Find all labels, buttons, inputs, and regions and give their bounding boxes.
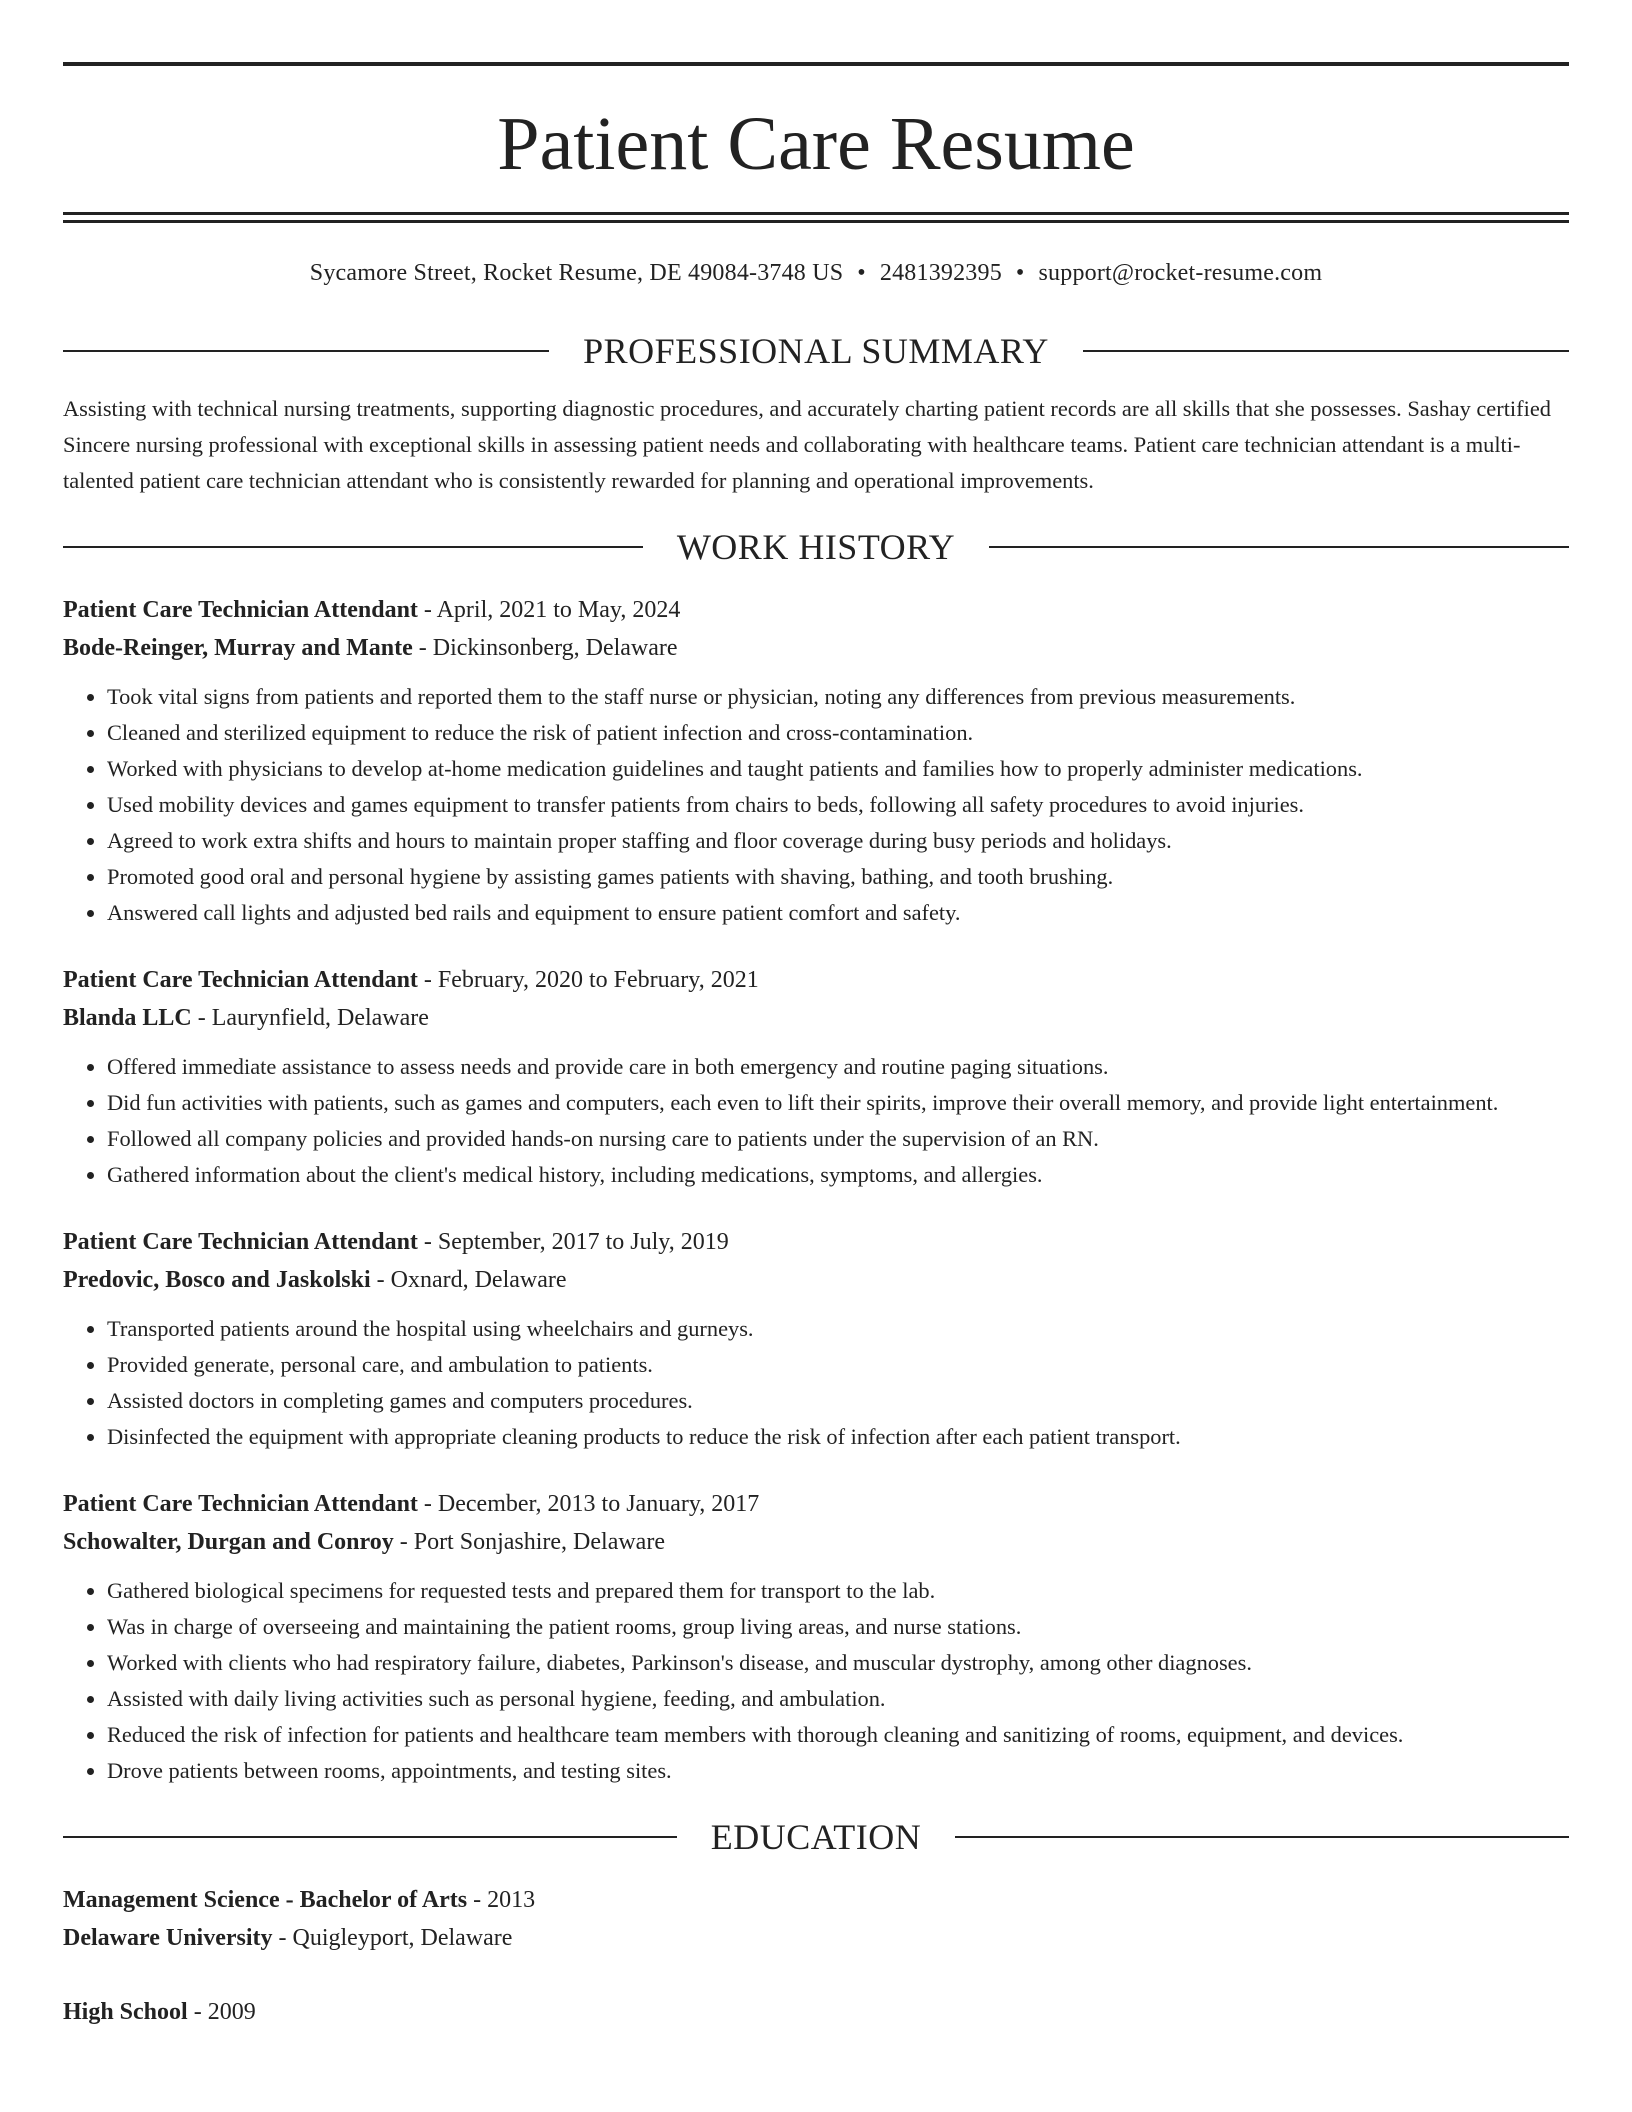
education-school: Delaware University — [63, 1925, 273, 1951]
education-entry — [63, 1881, 1569, 1957]
job-duty-item: • Drove patients between rooms, appointments, and testing sites. — [107, 1753, 1569, 1789]
dash-separator: - — [467, 1887, 488, 1913]
heading-rule-right — [955, 1836, 1569, 1838]
dash-separator: - — [370, 1267, 391, 1293]
education-degree: Management Science - Bachelor of Arts — [63, 1887, 468, 1913]
dash-separator: - — [417, 967, 438, 993]
job-dates: December, 2013 to January, 2017 — [437, 1491, 760, 1517]
job-duty-item: • Reduced the risk of infection for patients and healthcare team members with thorough cleaning and sanitizing of rooms, equipment, and devices. — [107, 1717, 1569, 1753]
job-dates: February, 2020 to February, 2021 — [437, 967, 759, 993]
job-duty-item: • Offered immediate assistance to assess needs and provide care in both emergency and routine paging situations. — [107, 1049, 1569, 1085]
summary-paragraph: Assisting with technical nursing treatments, supporting diagnostic procedures, and accurately charting patient records are all skills that she possesses. Sashay certified Sincere nursing professional with exceptional skills in assessing patient needs and collaborating with healthcare teams. Patient care technician attendant is a multi-talented patient care technician attendant who is consistently rewarded for planning and operational improvements. — [63, 396, 1551, 493]
job-duty-item: • Assisted doctors in completing games and computers procedures. — [107, 1383, 1569, 1419]
section-heading-work-history — [63, 529, 1569, 565]
dash-separator: - — [191, 1005, 212, 1031]
job-title-line — [63, 1223, 1569, 1261]
heading-rule-left — [63, 1836, 677, 1838]
job-entry — [63, 1485, 1569, 1789]
job-entry — [63, 591, 1569, 931]
section-heading-summary — [63, 333, 1569, 369]
job-company: Blanda LLC — [63, 1005, 192, 1031]
top-rule — [63, 62, 1569, 66]
education-school-line — [63, 1919, 1569, 1957]
contact-address: Sycamore Street, Rocket Resume, DE 49084-3748 US — [309, 260, 844, 286]
job-company-line — [63, 629, 1569, 667]
education-year: 2013 — [487, 1887, 536, 1913]
section-heading-label: WORK HISTORY — [676, 527, 956, 567]
job-location: Laurynfield, Delaware — [211, 1005, 429, 1031]
job-duty-item: • Transported patients around the hospital using wheelchairs and gurneys. — [107, 1311, 1569, 1347]
contact-line — [63, 261, 1569, 285]
education-degree-line — [63, 1881, 1569, 1919]
job-duty-item: • Was in charge of overseeing and maintaining the patient rooms, group living areas, and nurse stations. — [107, 1609, 1569, 1645]
dash-separator: - — [417, 597, 437, 623]
job-company: Schowalter, Durgan and Conroy — [63, 1529, 394, 1555]
job-title: Patient Care Technician Attendant — [63, 1491, 418, 1517]
education-entry — [63, 1993, 1569, 2031]
page-title: Patient Care Resume — [497, 102, 1135, 186]
job-entry — [63, 961, 1569, 1193]
job-entry — [63, 1223, 1569, 1455]
job-duties-list — [63, 1311, 1569, 1455]
job-duties-list — [63, 1573, 1569, 1789]
job-duty-item: • Agreed to work extra shifts and hours to maintain proper staffing and floor coverage during busy periods and holidays. — [107, 823, 1569, 859]
job-duty-item: • Followed all company policies and provided hands-on nursing care to patients under the supervision of an RN. — [107, 1121, 1569, 1157]
job-title-line — [63, 1485, 1569, 1523]
dash-separator: - — [393, 1529, 414, 1555]
job-location: Port Sonjashire, Delaware — [413, 1529, 665, 1555]
job-company: Bode-Reinger, Murray and Mante — [63, 635, 413, 661]
education-year: 2009 — [207, 1999, 256, 2025]
job-location: Oxnard, Delaware — [390, 1267, 567, 1293]
job-title: Patient Care Technician Attendant — [63, 1229, 418, 1255]
heading-rule-right — [989, 546, 1569, 548]
job-duties-list — [63, 679, 1569, 931]
section-heading-education — [63, 1819, 1569, 1855]
job-dates: April, 2021 to May, 2024 — [436, 597, 681, 623]
contact-separator: • — [1015, 260, 1025, 286]
dash-separator: - — [272, 1925, 293, 1951]
section-heading-label: PROFESSIONAL SUMMARY — [583, 331, 1049, 371]
job-company-line — [63, 999, 1569, 1037]
job-company-line — [63, 1261, 1569, 1299]
job-duty-item: • Cleaned and sterilized equipment to reduce the risk of patient infection and cross-contamination. — [107, 715, 1569, 751]
job-duty-item: • Disinfected the equipment with appropriate cleaning products to reduce the risk of infection after each patient transport. — [107, 1419, 1569, 1455]
dash-separator: - — [187, 1999, 208, 2025]
job-title: Patient Care Technician Attendant — [63, 597, 418, 623]
section-heading-label: EDUCATION — [710, 1817, 922, 1857]
title-double-rule — [63, 212, 1569, 223]
job-duty-item: • Took vital signs from patients and reported them to the staff nurse or physician, noting any differences from previous measurements. — [107, 679, 1569, 715]
job-location: Dickinsonberg, Delaware — [432, 635, 678, 661]
job-duty-item: • Answered call lights and adjusted bed rails and equipment to ensure patient comfort and safety. — [107, 895, 1569, 931]
job-duty-item: • Assisted with daily living activities such as personal hygiene, feeding, and ambulation. — [107, 1681, 1569, 1717]
education-list — [63, 1881, 1569, 2031]
heading-rule-left — [63, 546, 643, 548]
education-degree-line — [63, 1993, 1569, 2031]
job-duty-item: • Used mobility devices and games equipment to transfer patients from chairs to beds, following all safety procedures to avoid injuries. — [107, 787, 1569, 823]
job-dates: September, 2017 to July, 2019 — [437, 1229, 729, 1255]
job-duty-item: • Did fun activities with patients, such as games and computers, each even to lift their spirits, improve their overall memory, and provide light entertainment. — [107, 1085, 1569, 1121]
job-duty-item: • Worked with physicians to develop at-home medication guidelines and taught patients and families how to properly administer medications. — [107, 751, 1569, 787]
education-degree: High School — [63, 1999, 188, 2025]
job-duty-item: • Provided generate, personal care, and ambulation to patients. — [107, 1347, 1569, 1383]
job-duty-item: • Gathered information about the client's medical history, including medications, symptoms, and allergies. — [107, 1157, 1569, 1193]
job-title-line — [63, 591, 1569, 629]
job-title-line — [63, 961, 1569, 999]
job-company: Predovic, Bosco and Jaskolski — [63, 1267, 371, 1293]
dash-separator: - — [417, 1491, 438, 1517]
job-duty-item: • Gathered biological specimens for requested tests and prepared them for transport to the lab. — [107, 1573, 1569, 1609]
education-location: Quigleyport, Delaware — [292, 1925, 513, 1951]
contact-email: support@rocket-resume.com — [1038, 260, 1323, 286]
heading-rule-right — [1083, 350, 1569, 352]
contact-separator: • — [857, 260, 866, 286]
job-duties-list — [63, 1049, 1569, 1193]
heading-rule-left — [63, 350, 549, 352]
job-title: Patient Care Technician Attendant — [63, 967, 418, 993]
dash-separator: - — [412, 635, 433, 661]
contact-phone: 2481392395 — [879, 260, 1002, 286]
work-history-list — [63, 591, 1569, 1789]
dash-separator: - — [417, 1229, 438, 1255]
job-duty-item: • Worked with clients who had respiratory failure, diabetes, Parkinson's disease, and muscular dystrophy, among other diagnoses. — [107, 1645, 1569, 1681]
job-duty-item: • Promoted good oral and personal hygiene by assisting games patients with shaving, bathing, and tooth brushing. — [107, 859, 1569, 895]
job-company-line — [63, 1523, 1569, 1561]
